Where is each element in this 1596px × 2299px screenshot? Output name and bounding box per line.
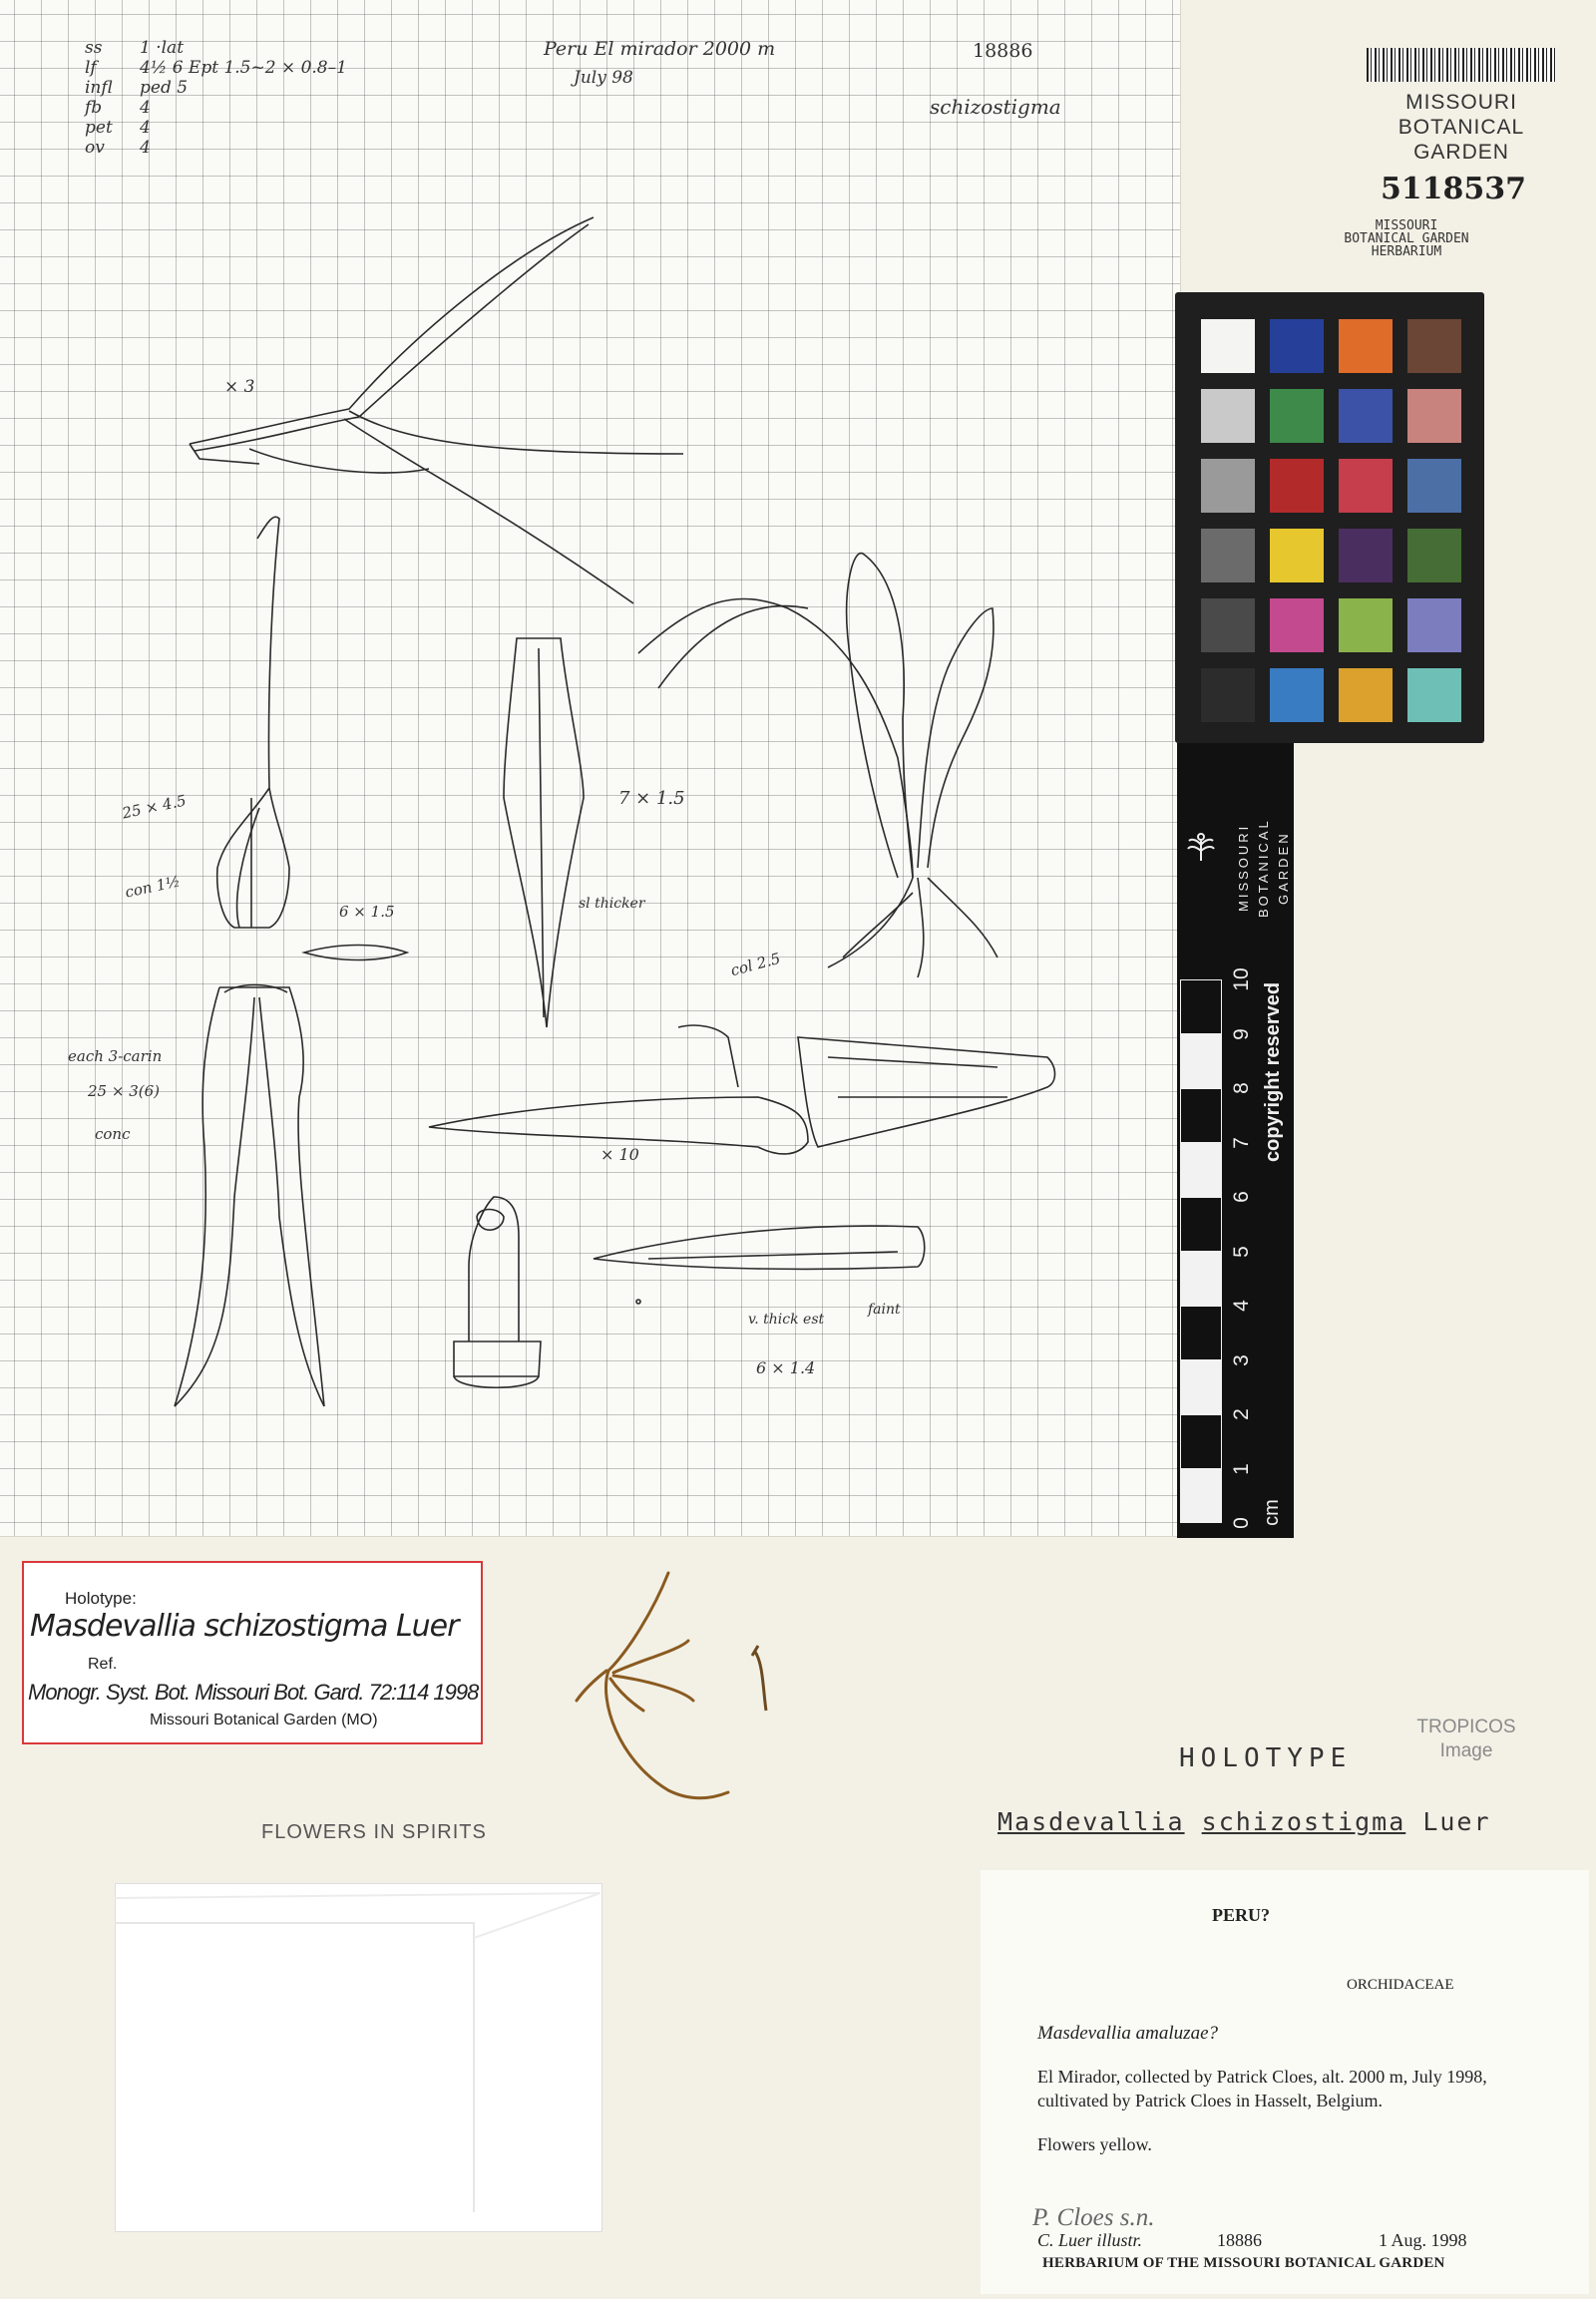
dried-specimen <box>559 1561 778 1810</box>
note-lip-4: faint <box>868 1302 901 1318</box>
note-date: July 98 <box>574 68 633 88</box>
color-swatch <box>1201 459 1255 513</box>
ruler-segment <box>1180 1469 1222 1524</box>
color-swatch <box>1201 598 1255 652</box>
institution-name <box>1352 90 1571 165</box>
note-lf-value: 4½ 6 Ept 1.5~2 × 0.8–1 <box>140 58 347 78</box>
color-swatch <box>1339 598 1393 652</box>
note-fb-value: 4 <box>140 98 151 118</box>
herbarium-label-locality: El Mirador, collected by Patrick Cloes, alt. 2000 m, July 1998, cultivated by Patrick Cloes in Hasselt, Belgium. <box>1037 2067 1487 2110</box>
ruler-segment <box>1180 1360 1222 1415</box>
note-ov: ov <box>85 138 105 158</box>
note-petal-note: sl thicker <box>579 896 645 912</box>
typed-species-name <box>998 1807 1491 1836</box>
note-number: 18886 <box>973 40 1033 62</box>
note-col-dim: col 2.5 <box>728 949 783 980</box>
color-swatch <box>1270 668 1324 722</box>
color-swatch <box>1270 598 1324 652</box>
herbarium-label-illustrator: C. Luer illustr. <box>1037 2230 1143 2250</box>
small-petal-drawing <box>304 946 407 960</box>
ruler-segment <box>1180 1143 1222 1198</box>
ruler-unit: cm <box>1260 1499 1283 1526</box>
note-sepal-note: con 1½ <box>123 872 183 902</box>
holotype-stamp: HOLOTYPE <box>1179 1743 1353 1773</box>
color-swatch <box>1201 389 1255 443</box>
petal-drawing <box>504 638 584 1027</box>
herbarium-label-species: Masdevallia amaluzae? <box>1037 2023 1219 2044</box>
color-swatch <box>1407 668 1461 722</box>
herbarium-label-country: PERU? <box>1212 1905 1270 1925</box>
flowers-in-spirits-stamp: FLOWERS IN SPIRITS <box>261 1821 487 1843</box>
color-swatch <box>1339 319 1393 373</box>
flower-drawing <box>190 217 683 603</box>
color-swatch <box>1339 668 1393 722</box>
note-lf: lf <box>85 58 97 78</box>
lateral-sepals-drawing <box>175 985 324 1407</box>
note-infl: infl <box>85 78 113 98</box>
sepal-drawing <box>217 517 289 928</box>
color-swatch <box>1407 319 1461 373</box>
note-lip-dim: 25 × 3(6) <box>88 1082 160 1100</box>
ruler-number: 5 <box>1230 1245 1253 1258</box>
column-detail-drawing <box>454 1197 541 1387</box>
ruler-number: 10 <box>1230 967 1253 991</box>
lip-drawing <box>594 1226 925 1304</box>
ruler-segment <box>1180 979 1222 1034</box>
ruler-number: 8 <box>1230 1082 1253 1094</box>
herbarium-label-notes: Flowers yellow. <box>1037 2134 1152 2154</box>
institution-name-line2: BOTANICAL <box>1397 116 1525 139</box>
ruler-number: 2 <box>1230 1408 1253 1420</box>
color-swatch <box>1201 529 1255 582</box>
note-scale-x10: × 10 <box>600 1145 639 1164</box>
note-lip-dim2: 6 × 1.4 <box>756 1358 816 1377</box>
note-ss-value: 1 ·lat <box>140 38 185 58</box>
ruler-number: 4 <box>1230 1300 1253 1312</box>
note-pet-value: 4 <box>140 118 151 138</box>
note-lip-1: each 3-carin <box>68 1047 163 1065</box>
plant-habit-drawing <box>638 554 998 977</box>
ruler-number: 6 <box>1230 1191 1253 1203</box>
column-drawing <box>429 1025 1055 1154</box>
tropicos-watermark <box>1416 1716 1516 1763</box>
color-swatch <box>1407 459 1461 513</box>
herbarium-label-institution: HERBARIUM OF THE MISSOURI BOTANICAL GARDEN <box>1042 2255 1445 2271</box>
ruler-segment <box>1180 1088 1222 1143</box>
barcode <box>1367 48 1556 82</box>
accession-number: 5118537 <box>1380 172 1527 206</box>
holotype-label-name: Masdevallia schizostigma Luer <box>30 1609 459 1644</box>
typed-author: Luer <box>1422 1807 1491 1836</box>
color-swatch <box>1270 529 1324 582</box>
herbarium-label-family: ORCHIDACEAE <box>1347 1977 1454 1993</box>
typed-epithet: schizostigma <box>1201 1807 1406 1836</box>
ruler-segment <box>1180 1034 1222 1089</box>
institution-name-line3: GARDEN <box>1413 141 1509 164</box>
institution-name-line1: MISSOURI <box>1405 91 1517 114</box>
color-swatch <box>1407 389 1461 443</box>
note-infl-value: ped 5 <box>140 78 189 98</box>
color-swatch <box>1201 319 1255 373</box>
ruler-copyright: copyright reserved <box>1262 981 1284 1163</box>
color-swatch <box>1407 598 1461 652</box>
ruler-number: 1 <box>1230 1462 1253 1475</box>
color-swatch <box>1339 529 1393 582</box>
color-swatch <box>1270 319 1324 373</box>
note-ov-value: 4 <box>140 138 151 158</box>
note-epithet: schizostigma <box>930 95 1061 119</box>
note-lip-3: v. thick est <box>748 1312 825 1328</box>
ruler-segment <box>1180 1252 1222 1307</box>
herbarium-label-number: 18886 <box>1217 2230 1262 2250</box>
herbarium-stamp-line1: MISSOURI <box>1375 218 1438 233</box>
note-lip-2: conc <box>95 1125 131 1143</box>
color-swatch <box>1407 529 1461 582</box>
ruler-segment <box>1180 1414 1222 1469</box>
ruler-number: 7 <box>1230 1136 1253 1149</box>
note-ss: ss <box>85 38 103 58</box>
botanical-illustrations <box>0 0 1180 1536</box>
herbarium-stamp-line2: BOTANICAL GARDEN <box>1344 231 1469 246</box>
ruler-brand: MISSOURI BOTANICAL GARDEN <box>1236 818 1291 918</box>
ruler-number: 9 <box>1230 1027 1253 1040</box>
ruler-segment <box>1180 1306 1222 1360</box>
holotype-label-title: Holotype: <box>65 1589 137 1608</box>
note-scale-x3: × 3 <box>224 377 255 397</box>
note-locality: Peru El mirador 2000 m <box>544 38 776 60</box>
note-fb: fb <box>85 98 103 118</box>
note-pet: pet <box>85 118 113 138</box>
color-swatch <box>1339 389 1393 443</box>
color-swatch <box>1201 668 1255 722</box>
holotype-label-ref: Ref. <box>88 1656 118 1673</box>
color-swatch <box>1270 459 1324 513</box>
herbarium-stamp-line3: HERBARIUM <box>1371 244 1442 259</box>
herbarium-label-collector: P. Cloes s.n. <box>1032 2204 1155 2231</box>
note-petal-dim: 7 × 1.5 <box>618 788 685 809</box>
color-swatch <box>1339 459 1393 513</box>
note-small-dim: 6 × 1.5 <box>339 903 395 921</box>
holotype-label-citation: Monogr. Syst. Bot. Missouri Bot. Gard. 72:114 1998 <box>28 1680 479 1705</box>
ruler-number: 3 <box>1230 1353 1253 1366</box>
herbarium-label-date: 1 Aug. 1998 <box>1379 2230 1467 2250</box>
typed-genus: Masdevallia <box>998 1807 1185 1836</box>
note-sepal-dim: 25 × 4.5 <box>120 791 189 823</box>
tropicos-line1: TROPICOS <box>1416 1717 1516 1737</box>
envelope-flap <box>115 1883 600 2230</box>
ruler-number: 0 <box>1230 1517 1253 1529</box>
tropicos-line2: Image <box>1439 1740 1493 1761</box>
color-swatch <box>1270 389 1324 443</box>
herbarium-stamp <box>1327 219 1486 258</box>
mbg-logo-icon <box>1186 831 1216 863</box>
ruler-segment <box>1180 1197 1222 1252</box>
holotype-label-institution: Missouri Botanical Garden (MO) <box>150 1712 378 1728</box>
